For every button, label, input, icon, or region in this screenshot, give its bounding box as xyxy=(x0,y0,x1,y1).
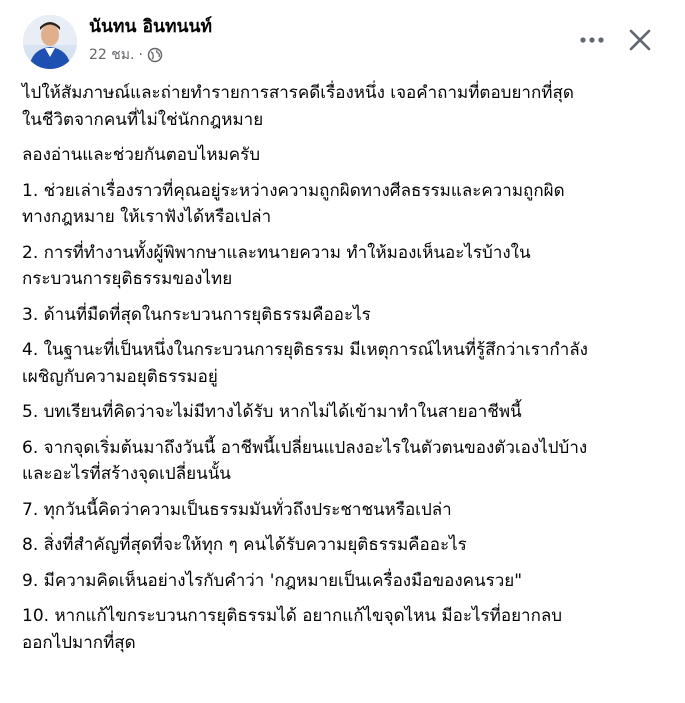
author-name[interactable]: นันทน อินทนนท์ xyxy=(89,17,212,37)
intro-line: ไปให้สัมภาษณ์และถ่ายทำรายการสารคดีเรื่องหนึ่ง เจอคำถามที่ตอบยากที่สุด xyxy=(22,83,574,103)
intro-paragraph xyxy=(22,80,667,133)
question-list xyxy=(22,178,667,657)
more-options-button[interactable] xyxy=(572,22,612,58)
question-line: 9. มีความคิดเห็นอย่างไรกับคำว่า 'กฎหมายเป็นเครื่องมือของคนรวย" xyxy=(22,570,523,591)
globe-icon[interactable] xyxy=(147,47,163,63)
question-line: ทางกฎหมาย ให้เราฟังได้หรือเปล่า xyxy=(22,207,272,227)
more-dots-icon xyxy=(579,36,605,44)
question-line: 1. ช่วยเล่าเรื่องราวที่คุณอยู่ระหว่างความถูกผิดทางศีลธรรมและความถูกผิด xyxy=(22,180,565,201)
post-time[interactable]: 22 ชม. xyxy=(89,47,135,63)
question-line: 4. ในฐานะที่เป็นหนึ่งในกระบวนการยุติธรรม มีเหตุการณ์ไหนที่รู้สึกว่าเรากำลัง xyxy=(22,340,588,360)
question-item xyxy=(22,532,667,559)
question-line: 5. บทเรียนที่คิดว่าจะไม่มีทางได้รับ หากไม่ได้เข้ามาทำในสายอาชีพนี้ xyxy=(22,402,522,422)
question-line: และอะไรที่สร้างจุดเปลี่ยนนั้น xyxy=(22,464,231,484)
close-button[interactable] xyxy=(620,20,660,60)
post-body xyxy=(22,80,667,665)
question-line: ออกไปมากที่สุด xyxy=(22,632,136,653)
question-line: 10. หากแก้ไขกระบวนการยุติธรรมได้ อยากแก้ไขจุดไหน มีอะไรที่อยากลบ xyxy=(22,606,563,626)
prompt-line: ลองอ่านและช่วยกันตอบไหมครับ xyxy=(22,145,261,165)
question-item xyxy=(22,603,667,656)
question-line: 7. ทุกวันนี้คิดว่าความเป็นธรรมมันทั่วถึงประชาชนหรือเปล่า xyxy=(22,499,452,520)
prompt-paragraph xyxy=(22,142,667,169)
question-line: 3. ด้านที่มืดที่สุดในกระบวนการยุติธรรมคืออะไร xyxy=(22,304,371,325)
question-item xyxy=(22,302,667,329)
question-item xyxy=(22,568,667,595)
meta-separator: · xyxy=(138,47,143,63)
question-line: กระบวนการยุติธรรมของไทย xyxy=(22,269,233,289)
question-item xyxy=(22,435,667,488)
question-line: 8. สิ่งที่สำคัญที่สุดที่จะให้ทุก ๆ คนได้รับความยุติธรรมคืออะไร xyxy=(22,535,467,555)
question-item xyxy=(22,240,667,293)
question-line: 6. จากจุดเริ่มต้นมาถึงวันนี้ อาชีพนี้เปลี่ยนแปลงอะไรในตัวตนของตัวเองไปบ้าง xyxy=(22,437,588,458)
intro-line: ในชีวิตจากคนที่ไม่ใช่นักกฎหมาย xyxy=(22,109,264,130)
question-line: 2. การที่ทำงานทั้งผู้พิพากษาและทนายความ ทำให้มองเห็นอะไรบ้างใน xyxy=(22,242,531,263)
post-meta xyxy=(89,45,163,65)
question-item xyxy=(22,399,667,426)
question-item xyxy=(22,497,667,524)
question-line: เผชิญกับความอยุติธรรมอยู่ xyxy=(22,366,218,387)
avatar[interactable] xyxy=(23,15,77,69)
question-item xyxy=(22,337,667,390)
close-icon xyxy=(629,29,651,51)
question-item xyxy=(22,178,667,231)
post-header xyxy=(0,0,685,80)
